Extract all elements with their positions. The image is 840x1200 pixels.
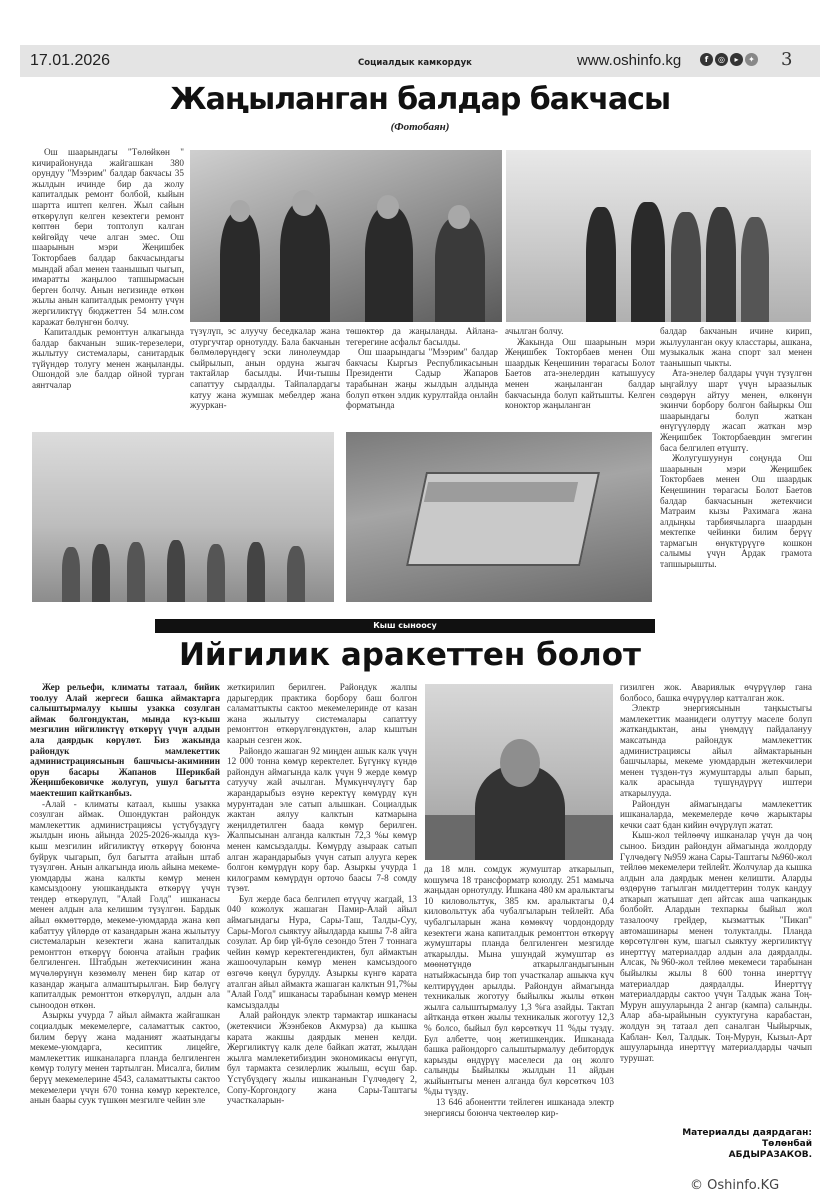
twitter-icon[interactable]: ✦ xyxy=(745,53,758,66)
website-link[interactable]: www.oshinfo.kg xyxy=(577,52,682,69)
social-icons xyxy=(700,53,758,66)
watermark: © Oshinfo.KG xyxy=(690,1178,780,1193)
paragraph: Жакында Ош шаарынын мэри Жеңишбек Токторбаев менен Ош шаардык Кеңешинин төрагасы Болот Баетов ата-энелердин катышуусу менен жаңыланган балдар бакчасында болуп кайтышты. Келген конoктор жаңыланган xyxy=(505,336,655,411)
byline-last-name: АБДЫРАЗАКОВ. xyxy=(728,1150,812,1160)
article1-column-4 xyxy=(505,326,655,428)
paragraph: Алай райондук электр тармактар ишканасы (жетекчиси Жээнбеков Акмурза) да кышка карата жакшы даярдык менен келди. Жергиликтүү калк деле байкап жатат, жылдан жылга мамлекетибиздин экономикасы өнүгүп, бул тармакта сезилерлик жылыш, өсүш бар. Үстүбүздөгү жылы ишкананын Гүлчөдөгү 2, Сопу-Коргондогу жана Сары-Таштагы участкаларын- xyxy=(227,1010,417,1106)
byline-first-name: Төлөнбай xyxy=(762,1139,812,1149)
paragraph: -Алай - климаты катаал, кышы узакка созулган аймак. Ошондуктан райондук мамлекеттик администрациясы үстүбүздүгү жылдын июнь айында 2025-2026-жылда күз-кыш мезгилин ийгиликтүү өткөрүү боюнча буйрук чыгарып, бул багытта атайын штаб түзүлгөн. Анын алкагында июль айына мекеме-уюмдарды жана калкты көмүр менен камсыздоону уюшкандыкта өткөрүү үчүн тендер өткөрүлүп, "Алай Голд" ишканасы менен алдын ала келишим түзүлгөн. Бардык айыл өкмөттөрдө, мекеме-уюмдарда жана көп кабаттуу үйлөрдө от казандарын жана жылытуу системаларын кезектеги жана капиталдык ремонттон өткөрүү боюнча атайын график белгиленген. Штабдын жетекчисинин жана мүчөлөрүнүн көзөмөлү менен бир катар от казандар жаңыга алмаштырылган. Бир бөлүгү капиталдык ремонттон өткөрүлүп, алдын ала сыноодон өткөн. xyxy=(30,798,220,1010)
paragraph: Ата-энелер балдары үчүн түзүлгөн ыңгайлуу шарт үчүн ыраазылык сөздөрүн айтуу менен, өлкөнүн экинчи борбору болгон байыркы Ош шаарындагы болуп жаткан өнүгүүлөрдү жасап жаткан мэр Жеңишбек Токторбаевдин эмгегин баса белгилеп өтүштү. xyxy=(660,368,812,453)
paragraph: Кыш-жол тейлөөчү ишканалар үчүн да чоң сыноо. Биздин райондун аймагында жолдорду Гүлчөдөгү №959 жана Сары-Таштагы №960-жол тейлөө мекемелери тейлейт. Жолчулар да кышка алдын ала даярдык менен келишти. Аларды өздөрүнө тагылган милдеттерин толук кандуу аткарып жатышат деп айтсак аша чапкандык болбойт. Алардын техпаркы быйыл жол тазалоочу грейдер, кызматтык "Пикап" автомашинары менен толукталды. Планда көрсөтүлгөн кум, шагыл сыяктуу жергиликтүү инерттүү материалдар алдын ала даярдалды. Алсак, №960-жол тейлөө мекемеси тарабынан быйылкы жылы 8 600 тонна инерттүү материалдар даярдалды. Инерттүү материалдарды сактоо үчүн Талдык жана Тоң-Мурун ашууларында 2 ангар (кампа) салынды. Алар аба-ырайынын сууктугуна карабастан, жолдун эң татаал деп саналган Чыйырчык, Каблан- Көл, Талдык. Тоң-Мурун, Кызыл-Арт ашууларында инерттүү материалдарды чачып турушат. xyxy=(620,830,812,1063)
paragraph: Электр энергиясынын таңкыстыгы мамлекеттик маанидеги олуттуу маселе болуп жаткандыктан, аны үнөмдүү пайдалануу максатында райондук мамлекеттик администрациясы айыл аймактарынын башчылары, мекеме уюмдардын жетекчилери менен түздөн-түз жумуштарды алып барып, калк арасында түшүндүрүү иштери аткарылууда. xyxy=(620,703,812,798)
paragraph: балдар бакчанын ичине кирип, жылууланган окуу класстары, ашкана, музыкалык жана спорт зал менен таанышып чыкты. xyxy=(660,326,812,368)
article2-column-4 xyxy=(620,682,812,1126)
article2-column-2 xyxy=(227,682,417,1192)
page-number: 3 xyxy=(781,49,793,70)
article1-column-3 xyxy=(346,326,498,428)
photo-classroom-children xyxy=(32,432,334,602)
photo-officials-group xyxy=(190,150,502,322)
article1-title: Жаңыланган балдар бакчасы xyxy=(169,82,671,117)
paragraph: ачылган болчу. xyxy=(505,326,564,336)
paragraph: Капиталдык ремонттун алкагында балдар бакчанын эшик-терезелери, жылытуу системалары, санитардык түйүндөр толугу менен жаңыланды. Ошондой эле балдар ойной турган аянтчалар xyxy=(32,327,184,391)
paragraph: Райондун аймагындагы мамлекеттик ишканаларда, мекемелерде көчө жарыктары кечки саат 6дан кийин өчүрүлүп жатат. xyxy=(620,798,812,830)
article2-title: Ийгилик аракеттен болот xyxy=(178,637,642,673)
instagram-icon[interactable]: ◎ xyxy=(715,53,728,66)
paragraph: 13 646 абонентти тейлеген ишканада электр энергиясы боюнча чектөөлөр кир- xyxy=(424,1097,614,1118)
paragraph: Жолугушуунун соңунда Ош шаарынын мэри Жеңишбек Токторбаев менен Ош шаардык Кеңешинин төрагасы Болот Баетов балдар бакчасынын жетекчиси Матраим кызы Рахимага жана алдыңкы тарбиячыларга шаардын мектепке чейинки билим берүү тармагын өнүктүрүүгө кошкон салымы үчүн Ардак грамота тапшырышты. xyxy=(660,453,812,570)
article1-column-2 xyxy=(190,326,340,428)
paragraph: Азыркы учурда 7 айыл аймакта жайгашкан социалдык мекемелерге, саламаттык сактоо, билим берүү жана маданият жаатындагы мекеме-уюмдарга, кесиптик лицейге, мамлекеттик ишканаларга планда белгиленген көмүр толугу менен тартылган. Мисалга, билим берүү мекемелерине 4543, саламаттыкты сактоо мекемелери үчүн 670 тонна көмүр керектелсе, анын баары суук түшкөн мезгилге чейин эле xyxy=(30,1010,220,1106)
byline xyxy=(620,1128,812,1161)
paragraph: түзүлүп, эс алуучу беседкалар жана отургучтар орнотулду. Бала бакчанын бөлмөлөрүндөгү эски линолеумдар сыйрылып, анын ордуна жыгач тактайлар басылды. Ичи-тышы сапаттуу сырдалды. Тайпалардагы катуу жана жумшак мебелдер жана жууркан- xyxy=(190,326,340,411)
youtube-icon[interactable]: ▸ xyxy=(730,53,743,66)
article1-column-1 xyxy=(32,147,184,427)
paragraph: да 18 млн. сомдук жумуштар аткарылып, кошумча 18 трансформатр коюлду. 251 мамыча жаңыдан орнотулду. Ишкана 480 км аралыктагы 10 киловольттук, 385 км. аралыктагы 0,4 киловольттук аба чубалгыларын тейлейт. Аба чубалгыларын жана көмөкчү чордондорду кезектеги жана капиталдык ремонттон өткөрүү жумуштары планда белгиленген мезгилде аткарылды. Мына ушундай жумуштар өз мөөнөтүндө аткарылгандыгынын натыйжасында бир топ участкалар ашыкча күч келтирүүдөн арылды. Райондун аймагында техникалык жоготуу быйылкы жылы өткөн жылга салыштырмалуу 1,3 %га азайды. Тактап айтканда өткөн жылы техникалык жоготуу 12,3 % болсо, быйыл бул көрсөткүч 11 %ды түздү. Бул албетте, чоң жетишкендик. Ишканада башка райондорго салыштырмалуу дебитордук карызды өндүрүү маселеси да оң жолго салынды Быйылкы жылдын 11 айдын жыйынтыгы менен алганда бул көрсөткөч 103 %ды түздү. xyxy=(424,864,614,1097)
paragraph: Ош шаарындагы "Мээрим" балдар бакчасы Кыргыз Республикасынын Президенти Садыр Жапаров тарабынан жаңы жылдын алдында болуп өткөн элдик курултайда онлайн форматында xyxy=(346,347,498,411)
paragraph: Бул жерде баса белгилеп өтүүчү жагдай, 13 040 кожолук жашаган Памир-Алай айыл аймагындагы Нура, Сары-Таш, Талды-Суу, Сары-Могол сыяктуу айылдарда кышы 7-8 айга созулат. Ар бир үй-бүлө сезондо 5тен 7 тоннага чейин көмүр керектегендиктен, бул аймактын жашоочуларын көмүр менен камсыздоого өзгөчө көңүл бурулду. Азыркы күнгө карата аталган айыл аймакта жашаган калктын 91,7%ы "Алай Голд" ишканасы тарабынан көмүр менен камсыздалды xyxy=(227,893,417,1010)
facebook-icon[interactable]: f xyxy=(700,53,713,66)
section-name: Социалдык камкордук xyxy=(358,58,472,68)
issue-date: 17.01.2026 xyxy=(30,52,111,69)
photo-certificate-award xyxy=(506,150,811,322)
byline-label: Материалды даярдаган: xyxy=(682,1128,812,1138)
paragraph: Ош шаарындагы "Төлөйкөн " кичирайонунда жайгашкан 380 орундуу "Мээрим" балдар бакчасы 35 жылдын ичинде бир да жолу капиталдык ремонт болбой, кыйын шартта иштеп келген. Жыл сайын өткөрүлүп келген кезектеги ремонт көптөн бери топтолуп калган көйгөйдү чече алган эмес. Ош шаарынын мэри Жеңишбек Токторбаев балдар бакчасындагы мындай абал менен таанышып чыгып, имаратты жаңылоо тапшырмасын берген болчу. Анын негизинде өткөн жылы анын капиталдык ремонту үчүн жергиликтүү бюджеттен 54 млн.сом каражат бөлүнгөн болчу. xyxy=(32,147,184,327)
article2-column-1 xyxy=(30,682,220,1192)
article2-lead: Жер рельефи, климаты татаал, бийик тоолуу Алай жергеси башка аймактарга салыштырмалуу кышы узакка созулган аймак болгондуктан, мында күз-кыш мезгилин ийгиликтүү өткөрүү үчүн алдын ала даярдык көрүлөт. Биз жакында райондук мамлекеттик администрациясынын башчысы-акиминин орун басары Жапанов Шерикбай Жеңишбековичке жолугуп, ушул багытта маектешип кайтканбыз. xyxy=(30,682,220,798)
article2-column-3 xyxy=(424,864,614,1192)
paragraph: төшөктөр да жаңыланды. Айлана-тегерегине асфальт басылды. xyxy=(346,326,498,347)
photo-interviewee-portrait xyxy=(425,684,613,860)
article2-kicker: Кыш сыноосу xyxy=(155,619,655,633)
photo-kindergarten-building-aerial xyxy=(346,432,652,602)
paragraph: гизилген жок. Авариялык өчүрүүлөр гана болбосо, башка өчүрүүлөр катталган жок. xyxy=(620,682,812,703)
article1-subtitle: (Фотобаян) xyxy=(390,121,450,133)
article1-column-5 xyxy=(660,326,812,612)
paragraph: жеткирилип берилген. Райондук жалпы дарыгердик практика борбору баш болгон саламаттыкты сактоо мекемелеринде от казан жана жылытуу системалары сапаттуу ремонттон өткөрүлгөндүктөн, алар кыштын каарын сезген жок. xyxy=(227,682,417,745)
paragraph: Райондо жашаган 92 миңден ашык калк үчүн 12 000 тонна көмүр керектелет. Бүгүнкү күндө райондун аймагында калк үчүн 9 жерде көмүр сатуучу жай ачылган. Мүмкүнчүлүгү бар жарандарыбыз өзүнө керектүү көмүрдү күн мурунтадан эле сатып алышкан. Социалдык жактан аялуу калктын катмарына жеңилдетилген баада көмүр берилген. Жалпысынан алганда калктын 72,3 %ы көмүр менен камсыздалды. Көмүрдү азыраак сатып алган жарандарыбыз үчүн сатып алууга керек болгон көмүрдүн кору бар. Азыркы учурда 1 килограмм көмүрдүн орточо баасы 7-8 сомду түзөт. xyxy=(227,745,417,894)
